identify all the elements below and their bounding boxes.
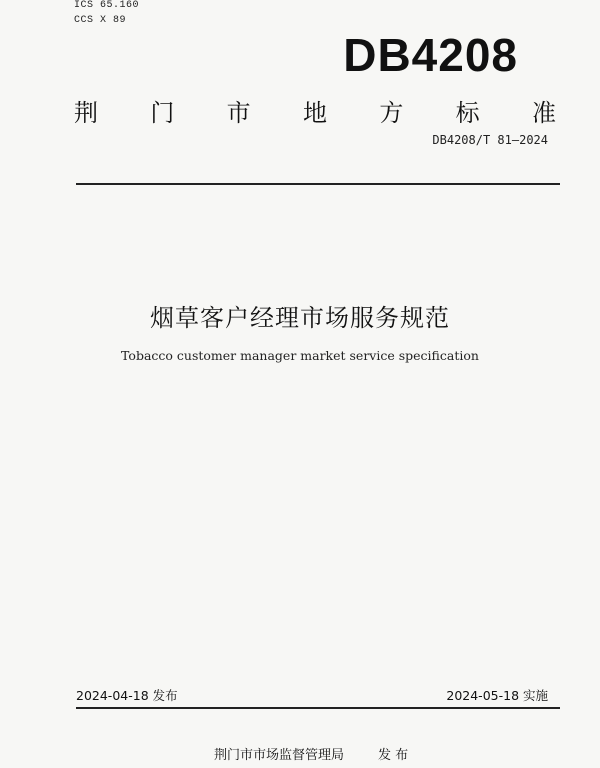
english-title: Tobacco customer manager market service specification bbox=[121, 348, 479, 363]
release-date: 2024-04-18 发布 bbox=[76, 688, 178, 703]
standard-type-heading bbox=[74, 93, 556, 128]
standard-code-logo: DB4208 bbox=[343, 29, 518, 81]
implementation-date: 2024-05-18 实施 bbox=[446, 688, 548, 703]
standard-number: DB4208/T 81—2024 bbox=[432, 133, 548, 147]
standard-type-char: 方 bbox=[379, 99, 404, 127]
bottom-divider bbox=[76, 707, 560, 709]
issuer-action: 发 布 bbox=[378, 748, 409, 763]
issuer-line bbox=[214, 744, 408, 763]
standard-type-char: 荆 bbox=[74, 99, 98, 127]
standard-type-char: 地 bbox=[302, 99, 327, 127]
standard-type-char: 标 bbox=[455, 99, 480, 127]
top-divider bbox=[76, 183, 560, 185]
issuer-name: 荆门市市场监督管理局 bbox=[214, 748, 345, 763]
ccs-code: CCS X 89 bbox=[74, 15, 127, 26]
chinese-title: 烟草客户经理市场服务规范 bbox=[150, 304, 450, 332]
ics-code: ICS 65.160 bbox=[74, 0, 140, 11]
standard-type-char: 门 bbox=[150, 99, 175, 127]
standard-type-char: 市 bbox=[226, 99, 251, 127]
standard-type-char: 准 bbox=[531, 99, 556, 127]
